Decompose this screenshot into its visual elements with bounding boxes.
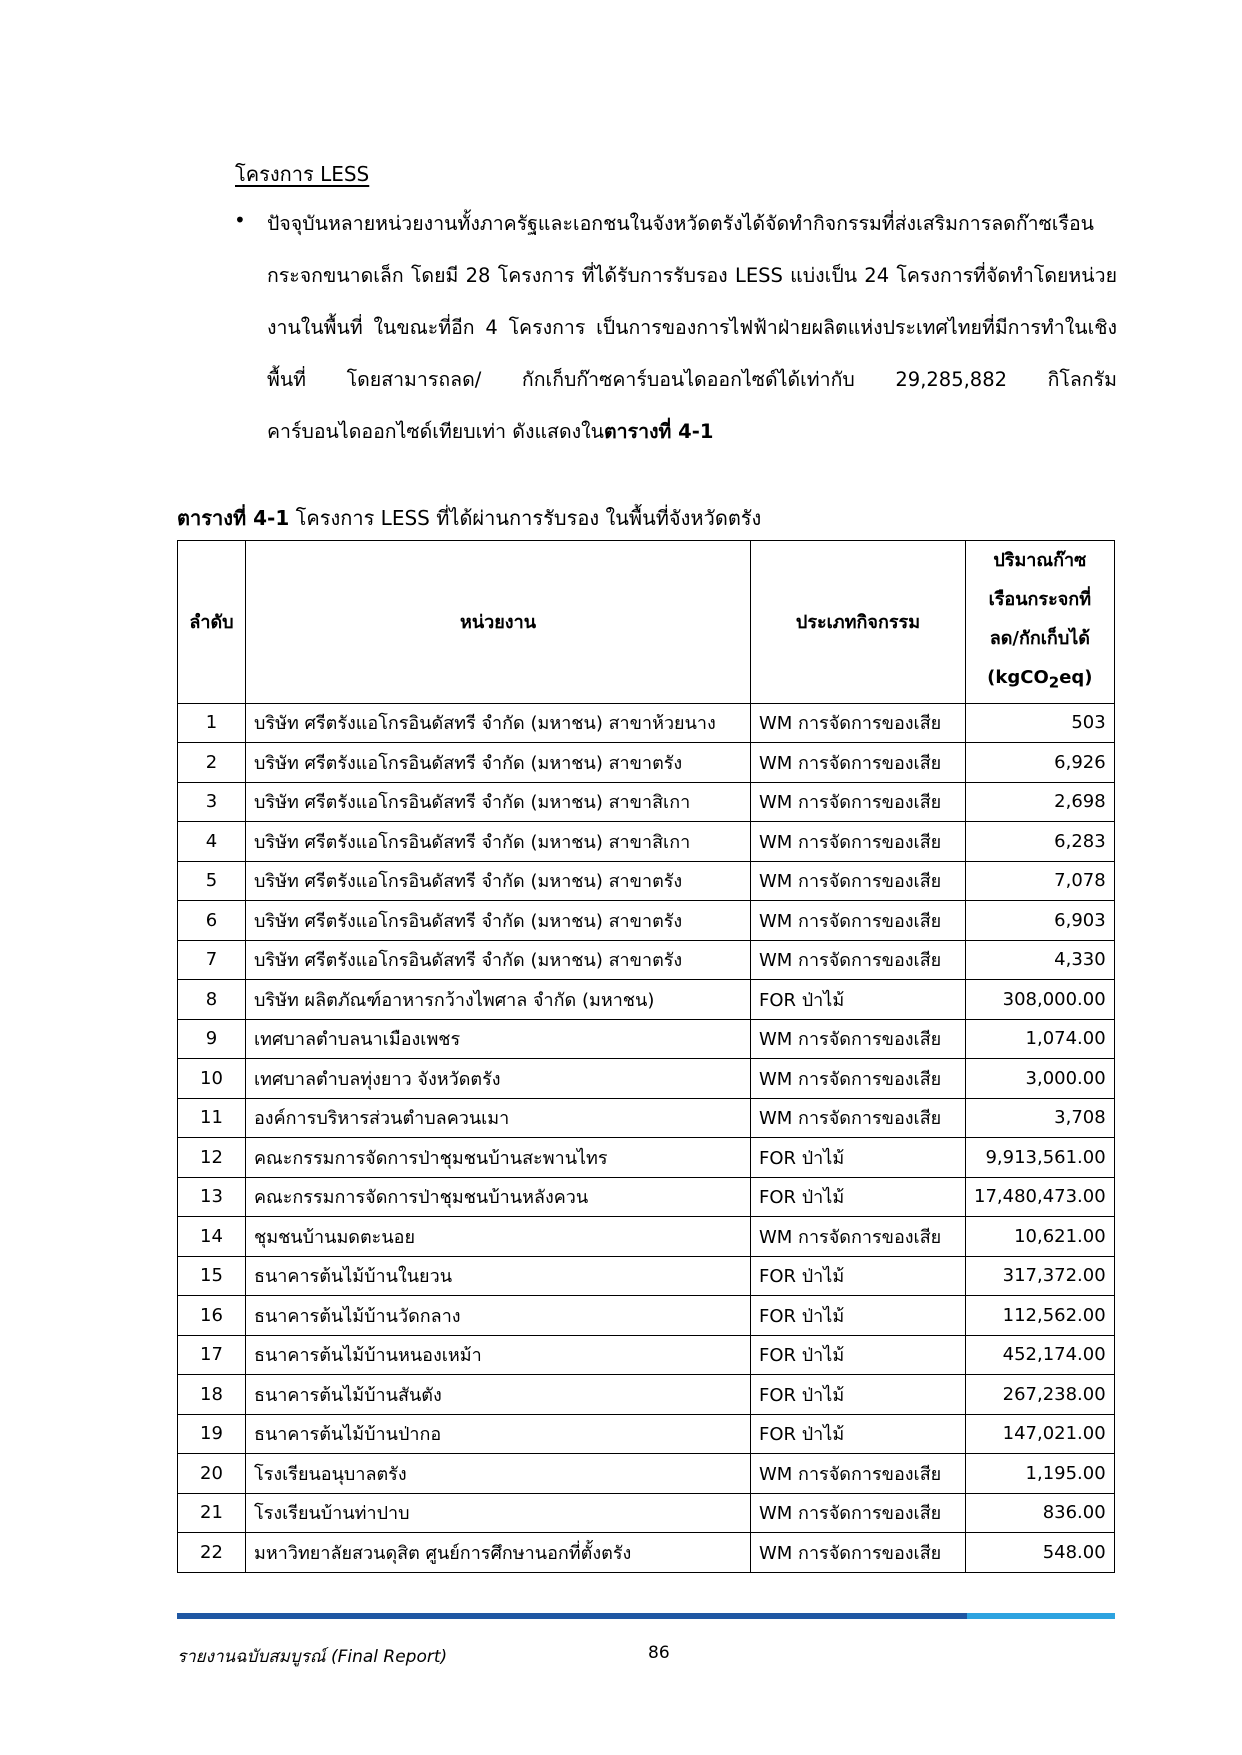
cell-type: WM การจัดการของเสีย <box>751 901 966 941</box>
cell-org: ธนาคารต้นไม้บ้านวัดกลาง <box>246 1296 751 1336</box>
less-projects-table <box>177 540 1115 1573</box>
cell-org: บริษัท ศรีตรังแอโกรอินดัสทรี จำกัด (มหาชน) สาขาตรัง <box>246 901 751 941</box>
table-row <box>178 1414 1115 1454</box>
cell-value: 147,021.00 <box>966 1414 1115 1454</box>
table-row <box>178 743 1115 783</box>
cell-type: FOR ป่าไม้ <box>751 1177 966 1217</box>
cell-value: 836.00 <box>966 1493 1115 1533</box>
table-row <box>178 703 1115 743</box>
header-org: หน่วยงาน <box>246 541 751 704</box>
cell-type: WM การจัดการของเสีย <box>751 1533 966 1573</box>
table-row <box>178 1454 1115 1494</box>
table-row <box>178 901 1115 941</box>
cell-org: บริษัท ศรีตรังแอโกรอินดัสทรี จำกัด (มหาชน) สาขาห้วยนาง <box>246 703 751 743</box>
cell-no: 19 <box>178 1414 246 1454</box>
cell-no: 9 <box>178 1019 246 1059</box>
cell-org: ชุมชนบ้านมดตะนอย <box>246 1217 751 1257</box>
footer-bar-light <box>967 1613 1115 1619</box>
table-row <box>178 782 1115 822</box>
footer-divider-bar <box>177 1613 1115 1619</box>
cell-value: 112,562.00 <box>966 1296 1115 1336</box>
paragraph-text: ปัจจุบันหลายหน่วยงานทั้งภาครัฐและเอกชนในจังหวัดตรังได้จัดทำกิจกรรมที่ส่งเสริมการลดก๊าซเรือนกระจกขนาดเล็ก โดยมี 28 โครงการ ที่ได้รับการรับรอง LESS แบ่งเป็น 24 โครงการที่จัดทำโดยหน่วยงานในพื้นที่ ในขณะที่อีก 4 โครงการ เป็นการของการไฟฟ้าฝ่ายผลิตแห่งประเทศไทยที่มีการทำในเชิงพื้นที่ โดยสามารถลด/ กักเก็บก๊าซคาร์บอนไดออกไซด์ได้เท่ากับ 29,285,882 กิโลกรัมคาร์บอนไดออกไซด์เทียบเท่า ดังแสดงใน <box>267 212 1117 443</box>
cell-org: ธนาคารต้นไม้บ้านหนองเหม้า <box>246 1335 751 1375</box>
cell-type: WM การจัดการของเสีย <box>751 703 966 743</box>
table-header-row <box>178 541 1115 704</box>
cell-no: 14 <box>178 1217 246 1257</box>
cell-org: มหาวิทยาลัยสวนดุสิต ศูนย์การศึกษานอกที่ตั้งตรัง <box>246 1533 751 1573</box>
table-row <box>178 1493 1115 1533</box>
cell-no: 20 <box>178 1454 246 1494</box>
cell-org: บริษัท ผลิตภัณฑ์อาหารกว้างไพศาล จำกัด (มหาชน) <box>246 980 751 1020</box>
cell-type: FOR ป่าไม้ <box>751 1414 966 1454</box>
cell-type: FOR ป่าไม้ <box>751 1375 966 1415</box>
cell-value: 2,698 <box>966 782 1115 822</box>
cell-org: คณะกรรมการจัดการป่าชุมชนบ้านหลังควน <box>246 1177 751 1217</box>
cell-type: FOR ป่าไม้ <box>751 1138 966 1178</box>
cell-type: WM การจัดการของเสีย <box>751 743 966 783</box>
cell-no: 15 <box>178 1256 246 1296</box>
table-row <box>178 822 1115 862</box>
cell-value: 7,078 <box>966 861 1115 901</box>
table-row <box>178 861 1115 901</box>
cell-type: FOR ป่าไม้ <box>751 1296 966 1336</box>
cell-value: 3,708 <box>966 1098 1115 1138</box>
cell-value: 548.00 <box>966 1533 1115 1573</box>
table-row <box>178 1335 1115 1375</box>
table-row <box>178 1177 1115 1217</box>
cell-value: 503 <box>966 703 1115 743</box>
unit-prefix: (kgCO <box>987 667 1049 688</box>
header-no: ลำดับ <box>178 541 246 704</box>
cell-org: เทศบาลตำบลทุ่งยาว จังหวัดตรัง <box>246 1059 751 1099</box>
header-value-line2: เรือนกระจกที่ <box>988 589 1092 610</box>
cell-no: 11 <box>178 1098 246 1138</box>
cell-value: 10,621.00 <box>966 1217 1115 1257</box>
cell-type: WM การจัดการของเสีย <box>751 1217 966 1257</box>
cell-org: ธนาคารต้นไม้บ้านป่ากอ <box>246 1414 751 1454</box>
cell-value: 3,000.00 <box>966 1059 1115 1099</box>
table-row <box>178 1256 1115 1296</box>
cell-no: 7 <box>178 940 246 980</box>
table-body <box>178 703 1115 1572</box>
cell-org: บริษัท ศรีตรังแอโกรอินดัสทรี จำกัด (มหาชน) สาขาสิเกา <box>246 822 751 862</box>
cell-type: WM การจัดการของเสีย <box>751 1098 966 1138</box>
cell-value: 17,480,473.00 <box>966 1177 1115 1217</box>
cell-org: ธนาคารต้นไม้บ้านในยวน <box>246 1256 751 1296</box>
cell-no: 13 <box>178 1177 246 1217</box>
cell-value: 1,074.00 <box>966 1019 1115 1059</box>
table-row <box>178 940 1115 980</box>
cell-no: 12 <box>178 1138 246 1178</box>
cell-no: 8 <box>178 980 246 1020</box>
table-row <box>178 1019 1115 1059</box>
cell-type: WM การจัดการของเสีย <box>751 1059 966 1099</box>
cell-type: WM การจัดการของเสีย <box>751 861 966 901</box>
cell-org: บริษัท ศรีตรังแอโกรอินดัสทรี จำกัด (มหาชน) สาขาตรัง <box>246 743 751 783</box>
report-name: รายงานฉบับสมบูรณ์ (Final Report) <box>177 1647 448 1667</box>
header-value-line1: ปริมาณก๊าซ <box>993 550 1087 571</box>
cell-value: 452,174.00 <box>966 1335 1115 1375</box>
cell-no: 10 <box>178 1059 246 1099</box>
cell-type: WM การจัดการของเสีย <box>751 940 966 980</box>
page-number: 86 <box>648 1643 670 1663</box>
cell-no: 17 <box>178 1335 246 1375</box>
header-value-unit <box>974 658 1106 703</box>
cell-type: WM การจัดการของเสีย <box>751 1493 966 1533</box>
cell-org: บริษัท ศรีตรังแอโกรอินดัสทรี จำกัด (มหาชน) สาขาตรัง <box>246 861 751 901</box>
header-value <box>966 541 1115 704</box>
cell-no: 4 <box>178 822 246 862</box>
cell-type: FOR ป่าไม้ <box>751 1335 966 1375</box>
cell-type: WM การจัดการของเสีย <box>751 782 966 822</box>
cell-no: 22 <box>178 1533 246 1573</box>
cell-type: WM การจัดการของเสีย <box>751 822 966 862</box>
cell-value: 317,372.00 <box>966 1256 1115 1296</box>
footer-bar-dark <box>177 1613 967 1619</box>
cell-type: WM การจัดการของเสีย <box>751 1454 966 1494</box>
cell-value: 6,283 <box>966 822 1115 862</box>
table-row <box>178 1533 1115 1573</box>
cell-value: 4,330 <box>966 940 1115 980</box>
cell-no: 2 <box>178 743 246 783</box>
unit-suffix: eq) <box>1059 667 1093 688</box>
summary-paragraph <box>267 198 1117 458</box>
table-row <box>178 1138 1115 1178</box>
cell-type: FOR ป่าไม้ <box>751 1256 966 1296</box>
cell-org: โรงเรียนอนุบาลตรัง <box>246 1454 751 1494</box>
cell-value: 6,903 <box>966 901 1115 941</box>
cell-value: 9,913,561.00 <box>966 1138 1115 1178</box>
cell-org: โรงเรียนบ้านท่าปาบ <box>246 1493 751 1533</box>
header-value-line3: ลด/กักเก็บได้ <box>989 628 1090 649</box>
bullet-icon: • <box>234 208 246 232</box>
caption-label: ตารางที่ 4-1 <box>177 506 290 530</box>
table-row <box>178 1217 1115 1257</box>
cell-org: องค์การบริหารส่วนตำบลควนเมา <box>246 1098 751 1138</box>
cell-value: 308,000.00 <box>966 980 1115 1020</box>
cell-no: 21 <box>178 1493 246 1533</box>
cell-type: WM การจัดการของเสีย <box>751 1019 966 1059</box>
cell-org: เทศบาลตำบลนาเมืองเพชร <box>246 1019 751 1059</box>
section-heading: โครงการ LESS <box>235 162 370 186</box>
cell-value: 6,926 <box>966 743 1115 783</box>
cell-type: FOR ป่าไม้ <box>751 980 966 1020</box>
cell-no: 6 <box>178 901 246 941</box>
cell-value: 1,195.00 <box>966 1454 1115 1494</box>
table-row <box>178 1296 1115 1336</box>
cell-no: 16 <box>178 1296 246 1336</box>
cell-no: 1 <box>178 703 246 743</box>
cell-no: 3 <box>178 782 246 822</box>
caption-text: โครงการ LESS ที่ได้ผ่านการรับรอง ในพื้นที่จังหวัดตรัง <box>289 506 762 530</box>
table-row <box>178 980 1115 1020</box>
cell-org: ธนาคารต้นไม้บ้านสันตัง <box>246 1375 751 1415</box>
cell-value: 267,238.00 <box>966 1375 1115 1415</box>
header-type: ประเภทกิจกรรม <box>751 541 966 704</box>
cell-org: บริษัท ศรีตรังแอโกรอินดัสทรี จำกัด (มหาชน) สาขาตรัง <box>246 940 751 980</box>
unit-subscript: 2 <box>1048 673 1060 692</box>
cell-org: บริษัท ศรีตรังแอโกรอินดัสทรี จำกัด (มหาชน) สาขาสิเกา <box>246 782 751 822</box>
table-row <box>178 1059 1115 1099</box>
table-caption <box>177 502 761 534</box>
table-row <box>178 1375 1115 1415</box>
table-reference: ตารางที่ 4-1 <box>603 420 714 443</box>
cell-no: 5 <box>178 861 246 901</box>
table-row <box>178 1098 1115 1138</box>
cell-no: 18 <box>178 1375 246 1415</box>
cell-org: คณะกรรมการจัดการป่าชุมชนบ้านสะพานไทร <box>246 1138 751 1178</box>
